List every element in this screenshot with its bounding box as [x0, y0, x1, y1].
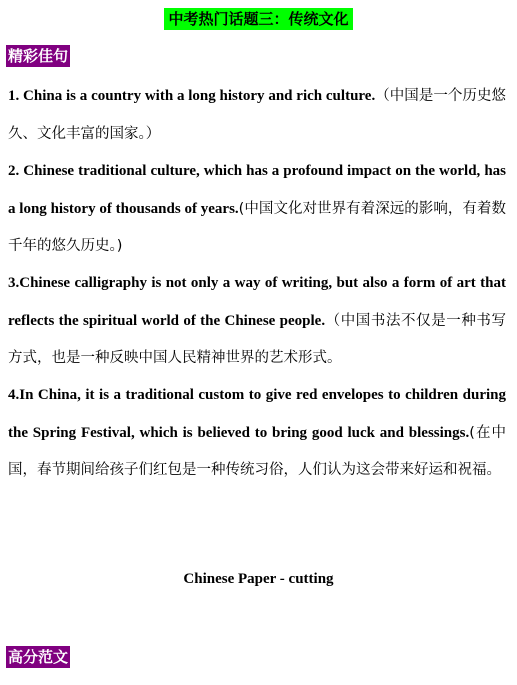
- sentence-2-zh: (中国文化对世界有着深远的影响，有着数千年的悠久历史。): [8, 200, 506, 254]
- sentence-1-zh: （中国是一个历史悠久、文化丰富的国家。）: [8, 88, 506, 142]
- page-title: 中考热门话题三：传统文化: [164, 8, 352, 30]
- sentence-4: [8, 377, 506, 490]
- title-wrap: [0, 8, 517, 30]
- sentence-4-zh: (在中国，春节期间给孩子们红包是一种传统习俗，人们认为这会带来好运和祝福。: [8, 424, 506, 478]
- section-label-sentences: 精彩佳句: [8, 47, 69, 65]
- sentence-1: [8, 78, 506, 153]
- sentence-4-en: 4.In China, it is a traditional custom to give red envelopes to children during the Spring Festival, which is believed to bring good luck and blessings.: [8, 387, 506, 441]
- sentence-3: [8, 265, 506, 378]
- essay-title: Chinese Paper - cutting: [183, 571, 334, 587]
- section-label-model-essay: 高分范文: [8, 648, 69, 666]
- sentence-2-en: 2. Chinese traditional culture, which has a profound impact on the world, has a long history of thousands of years.: [8, 163, 506, 217]
- sentence-3-zh: （中国书法不仅是一种书写方式，也是一种反映中国人民精神世界的艺术形式。: [8, 312, 507, 366]
- sentence-1-en: 1. China is a country with a long history and rich culture.: [8, 88, 376, 104]
- sentence-3-en: 3.Chinese calligraphy is not only a way of writing, but also a form of art that reflects the spiritual world of the Chinese people.: [8, 275, 506, 329]
- sentence-2: [8, 153, 506, 266]
